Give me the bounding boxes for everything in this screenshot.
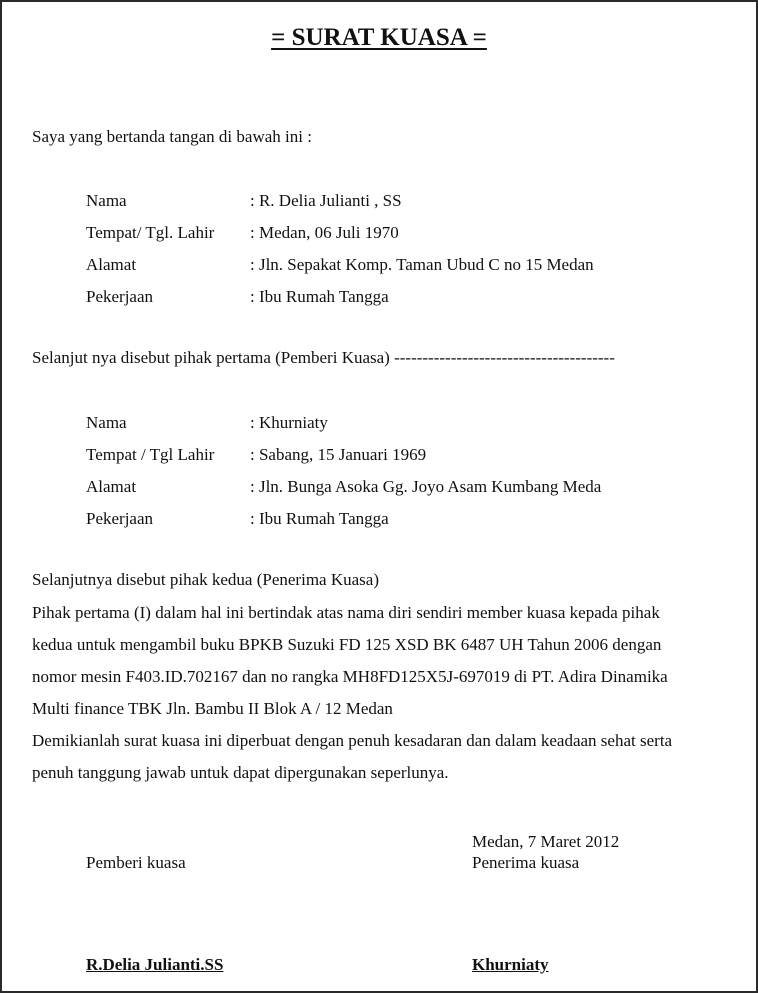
first-party-job-value: : Ibu Rumah Tangga — [250, 287, 389, 306]
place-date: Medan, 7 Maret 2012 — [472, 832, 620, 851]
second-party-name-value: : Khurniaty — [250, 413, 328, 432]
body-line: Pihak pertama (I) dalam hal ini bertindak atas nama diri sendiri member kuasa kepada pihak — [32, 603, 660, 622]
second-party-address-value: : Jln. Bunga Asoka Gg. Joyo Asam Kumbang Meda — [250, 477, 602, 496]
first-party-birth-value: : Medan, 06 Juli 1970 — [250, 223, 399, 242]
grantee-signature-name: Khurniaty — [472, 955, 549, 974]
first-party-birth-label: Tempat/ Tgl. Lahir — [86, 223, 215, 242]
second-party-job-value: : Ibu Rumah Tangga — [250, 509, 389, 528]
document-title: = SURAT KUASA = — [271, 24, 487, 51]
first-party-job-label: Pekerjaan — [86, 287, 154, 306]
body-line: Demikianlah surat kuasa ini diperbuat dengan penuh kesadaran dan dalam keadaan sehat serta — [32, 731, 673, 750]
grantor-role-label: Pemberi kuasa — [86, 853, 186, 872]
grantor-signature-name: R.Delia Julianti.SS — [86, 955, 224, 974]
grantee-role-label: Penerima kuasa — [472, 853, 580, 872]
second-party-name-label: Nama — [86, 413, 127, 432]
body-line: penuh tanggung jawab untuk dapat dipergunakan seperlunya. — [32, 763, 449, 782]
second-party-birth-label: Tempat / Tgl Lahir — [86, 445, 215, 464]
first-party-name-value: : R. Delia Julianti , SS — [250, 191, 402, 210]
body-line: kedua untuk mengambil buku BPKB Suzuki FD 125 XSD BK 6487 UH Tahun 2006 dengan — [32, 635, 662, 654]
second-party-designation: Selanjutnya disebut pihak kedua (Penerima Kuasa) — [32, 570, 379, 589]
first-party-designation: Selanjut nya disebut pihak pertama (Pemberi Kuasa) --------------------------------------- — [32, 348, 615, 367]
body-line: nomor mesin F403.ID.702167 dan no rangka MH8FD125X5J-697019 di PT. Adira Dinamika — [32, 667, 668, 686]
second-party-birth-value: : Sabang, 15 Januari 1969 — [250, 445, 427, 464]
body-line: Multi finance TBK Jln. Bambu II Blok A / 12 Medan — [32, 699, 393, 718]
second-party-job-label: Pekerjaan — [86, 509, 154, 528]
first-party-address-value: : Jln. Sepakat Komp. Taman Ubud C no 15 Medan — [250, 255, 594, 274]
intro-text: Saya yang bertanda tangan di bawah ini : — [32, 127, 312, 146]
first-party-address-label: Alamat — [86, 255, 137, 274]
second-party-address-label: Alamat — [86, 477, 137, 496]
first-party-name-label: Nama — [86, 191, 127, 210]
